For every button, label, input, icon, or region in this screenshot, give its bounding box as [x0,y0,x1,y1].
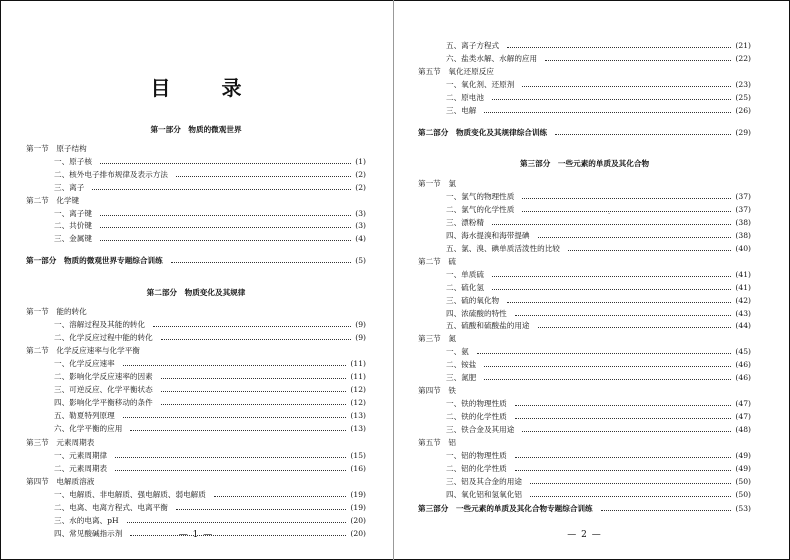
toc-page-number: (4) [355,234,366,244]
toc-section-heading [26,305,366,318]
toc-entry[interactable] [26,232,366,245]
toc-entry[interactable] [26,370,366,383]
toc-page-number: (38) [735,230,751,240]
toc-entry-title: 五、氯、溴、碘单质活泼性的比较 [446,243,560,253]
toc-page-number: (12) [350,398,366,408]
toc-entry-title: 二、电离、电离方程式、电离平衡 [54,502,168,512]
toc-entry[interactable] [418,397,751,410]
toc-entry-title: 三、漂粉精 [446,217,484,227]
toc-entry-title: 第一部分 物质的微观世界专题综合训练 [26,256,163,265]
toc-entry-title: 四、浓硫酸的特性 [446,308,507,318]
toc-section-heading [26,344,366,357]
toc-entry-title: 三、离子 [54,182,85,192]
part-heading: 第二部分 物质变化及其规律 [146,288,246,297]
toc-page-number: (53) [735,504,751,513]
toc-page-number: (48) [735,425,751,435]
part-heading: 第一部分 物质的微观世界 [150,125,242,134]
toc-page-number: (19) [350,502,366,512]
toc-entry[interactable] [26,422,366,435]
dot-leader [100,215,351,216]
toc-page-number: (44) [735,321,751,331]
toc-entry[interactable] [26,488,366,501]
dot-leader [515,315,732,316]
toc-summary-entry[interactable] [26,254,366,267]
toc-entry[interactable] [418,39,751,52]
toc-entry-title: 二、共价键 [54,221,92,231]
toc-entry-title: 二、原电池 [446,93,484,102]
toc-entry[interactable] [418,345,751,358]
dot-leader [161,339,352,340]
toc-page-number: (11) [350,359,366,369]
dot-leader [522,86,731,87]
toc-entry[interactable] [418,242,751,255]
toc-page-number: (21) [735,41,751,50]
toc-page-number: (2) [355,182,366,192]
toc-page-number: (37) [735,191,751,201]
dot-leader [484,379,731,380]
toc-entry[interactable] [26,168,366,181]
toc-section-heading [418,332,751,345]
dot-leader [123,417,347,418]
toc-page-number: (19) [350,489,366,499]
toc-entry-title: 一、氨 [446,347,469,357]
dot-leader [214,496,347,497]
toc-page-number: (38) [735,217,751,227]
dot-leader [601,510,732,511]
toc-entry[interactable] [26,357,366,370]
toc-entry[interactable] [418,358,751,371]
toc-entry-title: 一、氧化剂、还原剂 [446,80,515,89]
dot-leader [555,134,731,135]
dot-leader [515,470,732,471]
toc-entry-title: 第二节 硫 [418,256,456,266]
toc-page-number: (45) [735,347,751,357]
toc-section-heading [418,384,751,397]
toc-entry-title: 五、离子方程式 [446,41,500,50]
toc-section-heading [26,142,366,155]
dot-leader [492,276,731,277]
dot-leader [130,430,346,431]
toc-page-number: (29) [735,128,751,137]
toc-section-heading [418,255,751,268]
dot-leader [522,211,731,212]
toc-entry-title: 一、铁的物理性质 [446,399,507,409]
toc-page-number: (22) [735,54,751,63]
toc-entry-title: 一、氯气的物理性质 [446,191,515,201]
toc-entry[interactable] [418,462,751,475]
toc-entry-title: 第二部分 物质变化及其规律综合训练 [418,128,548,137]
toc-entry[interactable] [418,371,751,384]
toc-entry-title: 五、勒夏特列原理 [54,411,115,421]
dot-leader [100,163,351,164]
toc-entry[interactable] [418,78,751,91]
toc-page-number: (9) [355,333,366,343]
toc-entry[interactable] [26,449,366,462]
dot-leader [530,483,731,484]
toc-page-number: (49) [735,463,751,473]
toc-entry[interactable] [26,155,366,168]
toc-entry-title: 二、影响化学反应速率的因素 [54,372,153,382]
toc-entry-title: 一、化学反应速率 [54,359,115,369]
dot-leader [115,457,346,458]
dot-leader [153,326,351,327]
toc-page-number: (37) [735,204,751,214]
toc-entry-title: 第三节 元素周期表 [26,437,95,447]
dot-leader [522,198,731,199]
toc-page-number: (13) [350,424,366,434]
toc-entry[interactable] [26,514,366,527]
toc-entry-title: 一、电解质、非电解质、强电解质、弱电解质 [54,489,206,499]
right-page [418,0,751,560]
toc-entry-title: 三、硫的氧化物 [446,295,500,305]
toc-entry-title: 第四节 铁 [418,386,456,396]
toc-entry-title: 三、金属键 [54,234,92,244]
toc-entry-title: 二、硫化氢 [446,282,484,292]
toc-page-number: (3) [355,221,366,231]
dot-leader [130,535,346,536]
toc-entry[interactable] [26,219,366,232]
toc-page-number: (41) [735,282,751,292]
toc-entry-title: 一、元素周期律 [54,450,108,460]
toc-page-number: (5) [355,256,366,265]
toc-entry[interactable] [26,383,366,396]
toc-entry[interactable] [418,319,751,332]
toc-entry[interactable] [418,52,751,65]
toc-section-heading [418,177,751,190]
toc-page-number: (46) [735,373,751,383]
toc-entry-title: 二、化学反应过程中能的转化 [54,333,153,343]
toc-entry-title: 二、铁的化学性质 [446,412,507,422]
toc-entry[interactable] [418,190,751,203]
toc-entry-title: 一、离子键 [54,208,92,218]
toc-page-number: (11) [350,372,366,382]
toc-entry-title: 三、铝及其合金的用途 [446,476,522,486]
toc-page-number: (47) [735,412,751,422]
toc-page-number: (23) [735,80,751,89]
dot-leader [161,391,347,392]
toc-page-number: (15) [350,450,366,460]
toc-entry-title: 四、影响化学平衡移动的条件 [54,398,153,408]
toc-page-number: (46) [735,360,751,370]
part-heading: 第三部分 一些元素的单质及其化合物 [519,159,650,168]
toc-summary-entry[interactable] [418,126,751,139]
toc-entry-title: 二、核外电子排布规律及表示方法 [54,169,168,179]
toc-entry-title: 一、单质硫 [446,269,484,279]
toc-entry-title: 第三部分 一些元素的单质及其化合物专题综合训练 [418,504,593,513]
dot-leader [161,404,347,405]
toc-entry-title: 三、铁合金及其用途 [446,425,515,435]
dot-leader [545,60,731,61]
toc-entry-title: 六、盐类水解、水解的应用 [446,54,538,63]
toc-entry[interactable] [26,501,366,514]
dot-leader [538,237,732,238]
toc-entry[interactable] [26,396,366,409]
dot-leader [522,431,731,432]
toc-entry-title: 第一节 氯 [418,179,456,188]
toc-entry[interactable] [418,423,751,436]
toc-entry-title: 二、铝的化学性质 [446,463,507,473]
dot-leader [568,250,732,251]
toc-section-heading [418,436,751,449]
toc-page-number: (9) [355,320,366,330]
dot-leader [171,262,352,263]
toc-entry-title: 第一节 能的转化 [26,307,87,316]
toc-page-number: (43) [735,308,751,318]
dot-leader [538,327,732,328]
toc-entry-title: 第三节 氮 [418,334,456,344]
toc-entry[interactable] [418,488,751,501]
toc-entry-title: 第五节 铝 [418,438,456,447]
dot-leader [515,405,732,406]
dot-leader [492,224,731,225]
toc-page-number: (40) [735,243,751,253]
dot-leader [161,378,347,379]
toc-entry-title: 一、原子核 [54,156,92,166]
toc-entry-title: 第二节 化学反应速率与化学平衡 [26,346,140,356]
toc-page-number: (20) [350,515,366,525]
toc-entry[interactable] [418,475,751,488]
toc-entry-title: 三、可逆反应、化学平衡状态 [54,385,153,395]
toc-entry-title: 三、水的电离、pH [54,515,119,525]
toc-entry-title: 第二节 化学键 [26,195,80,205]
toc-entry-title: 三、氮肥 [446,373,477,383]
toc-section-heading [418,65,751,78]
toc-entry-title: 四、海水提溴和海带提碘 [446,230,530,240]
toc-page-number: (49) [735,450,751,460]
toc-entry[interactable] [418,203,751,216]
dot-leader [176,176,351,177]
toc-entry[interactable] [418,216,751,229]
toc-page-number: (12) [350,385,366,395]
toc-entry-title: 第一节 原子结构 [26,144,87,153]
toc-entry[interactable] [418,449,751,462]
toc-entry[interactable] [418,294,751,307]
page-number-footer: — 2 — [567,530,602,540]
toc-page-number: (50) [735,489,751,499]
toc-entry-title: 五、硫酸和硫酸盐的用途 [446,321,530,331]
dot-leader [123,365,347,366]
dot-leader [477,353,732,354]
toc-section-heading [26,436,366,449]
toc-page-number: (20) [350,528,366,538]
left-page [26,0,366,560]
dot-leader [515,457,732,458]
dot-leader [100,227,351,228]
toc-entry-title: 四、常见酸碱指示剂 [54,528,123,538]
toc-entry[interactable] [26,462,366,475]
toc-entry[interactable] [418,410,751,423]
dot-leader [100,240,351,241]
toc-entry-title: 六、化学平衡的应用 [54,424,123,434]
toc-entry-title: 四、氧化铝和氢氧化铝 [446,489,522,499]
page-title: 目 录 [150,76,264,100]
dot-leader [484,112,731,113]
book-spine-divider [393,0,394,560]
toc-entry-title: 二、氯气的化学性质 [446,204,515,214]
toc-page-number: (13) [350,411,366,421]
toc-entry[interactable] [418,229,751,242]
dot-leader [127,522,347,523]
toc-section-heading [26,475,366,488]
dot-leader [507,302,731,303]
toc-entry[interactable] [418,104,751,117]
toc-entry[interactable] [418,281,751,294]
toc-entry[interactable] [418,307,751,320]
dot-leader [115,470,346,471]
toc-page-number: (47) [735,399,751,409]
toc-entry[interactable] [26,181,366,194]
toc-entry-title: 第五节 氧化还原反应 [418,67,494,76]
dot-leader [507,47,731,48]
dot-leader [176,509,347,510]
toc-entry-title: 二、铵盐 [446,360,477,370]
toc-section-heading [26,194,366,207]
toc-entry[interactable] [26,527,366,540]
page-number-footer: — 1 — [178,530,214,540]
toc-entry[interactable] [418,91,751,104]
toc-entry[interactable] [26,207,366,220]
dot-leader [492,289,731,290]
toc-summary-entry[interactable] [418,502,751,515]
toc-page-number: (1) [355,156,366,166]
dot-leader [484,366,731,367]
toc-entry[interactable] [26,331,366,344]
toc-page-number: (41) [735,269,751,279]
toc-entry-title: 一、铝的物理性质 [446,450,507,460]
toc-entry[interactable] [26,409,366,422]
toc-page-number: (50) [735,476,751,486]
toc-page-number: (26) [735,106,751,115]
dot-leader [530,496,731,497]
dot-leader [492,99,731,100]
toc-entry[interactable] [418,268,751,281]
toc-entry-title: 三、电解 [446,106,477,115]
toc-entry[interactable] [26,318,366,331]
toc-page-number: (42) [735,295,751,305]
dot-leader [515,418,732,419]
toc-page-number: (16) [350,463,366,473]
toc-entry-title: 一、溶解过程及其能的转化 [54,320,146,330]
dot-leader [92,189,351,190]
toc-entry-title: 二、元素周期表 [54,463,108,473]
toc-entry-title: 第四节 电解质溶液 [26,476,95,486]
scan-speck: . [608,208,611,216]
toc-page-number: (25) [735,93,751,102]
toc-page-number: (2) [355,169,366,179]
toc-page-number: (3) [355,208,366,218]
